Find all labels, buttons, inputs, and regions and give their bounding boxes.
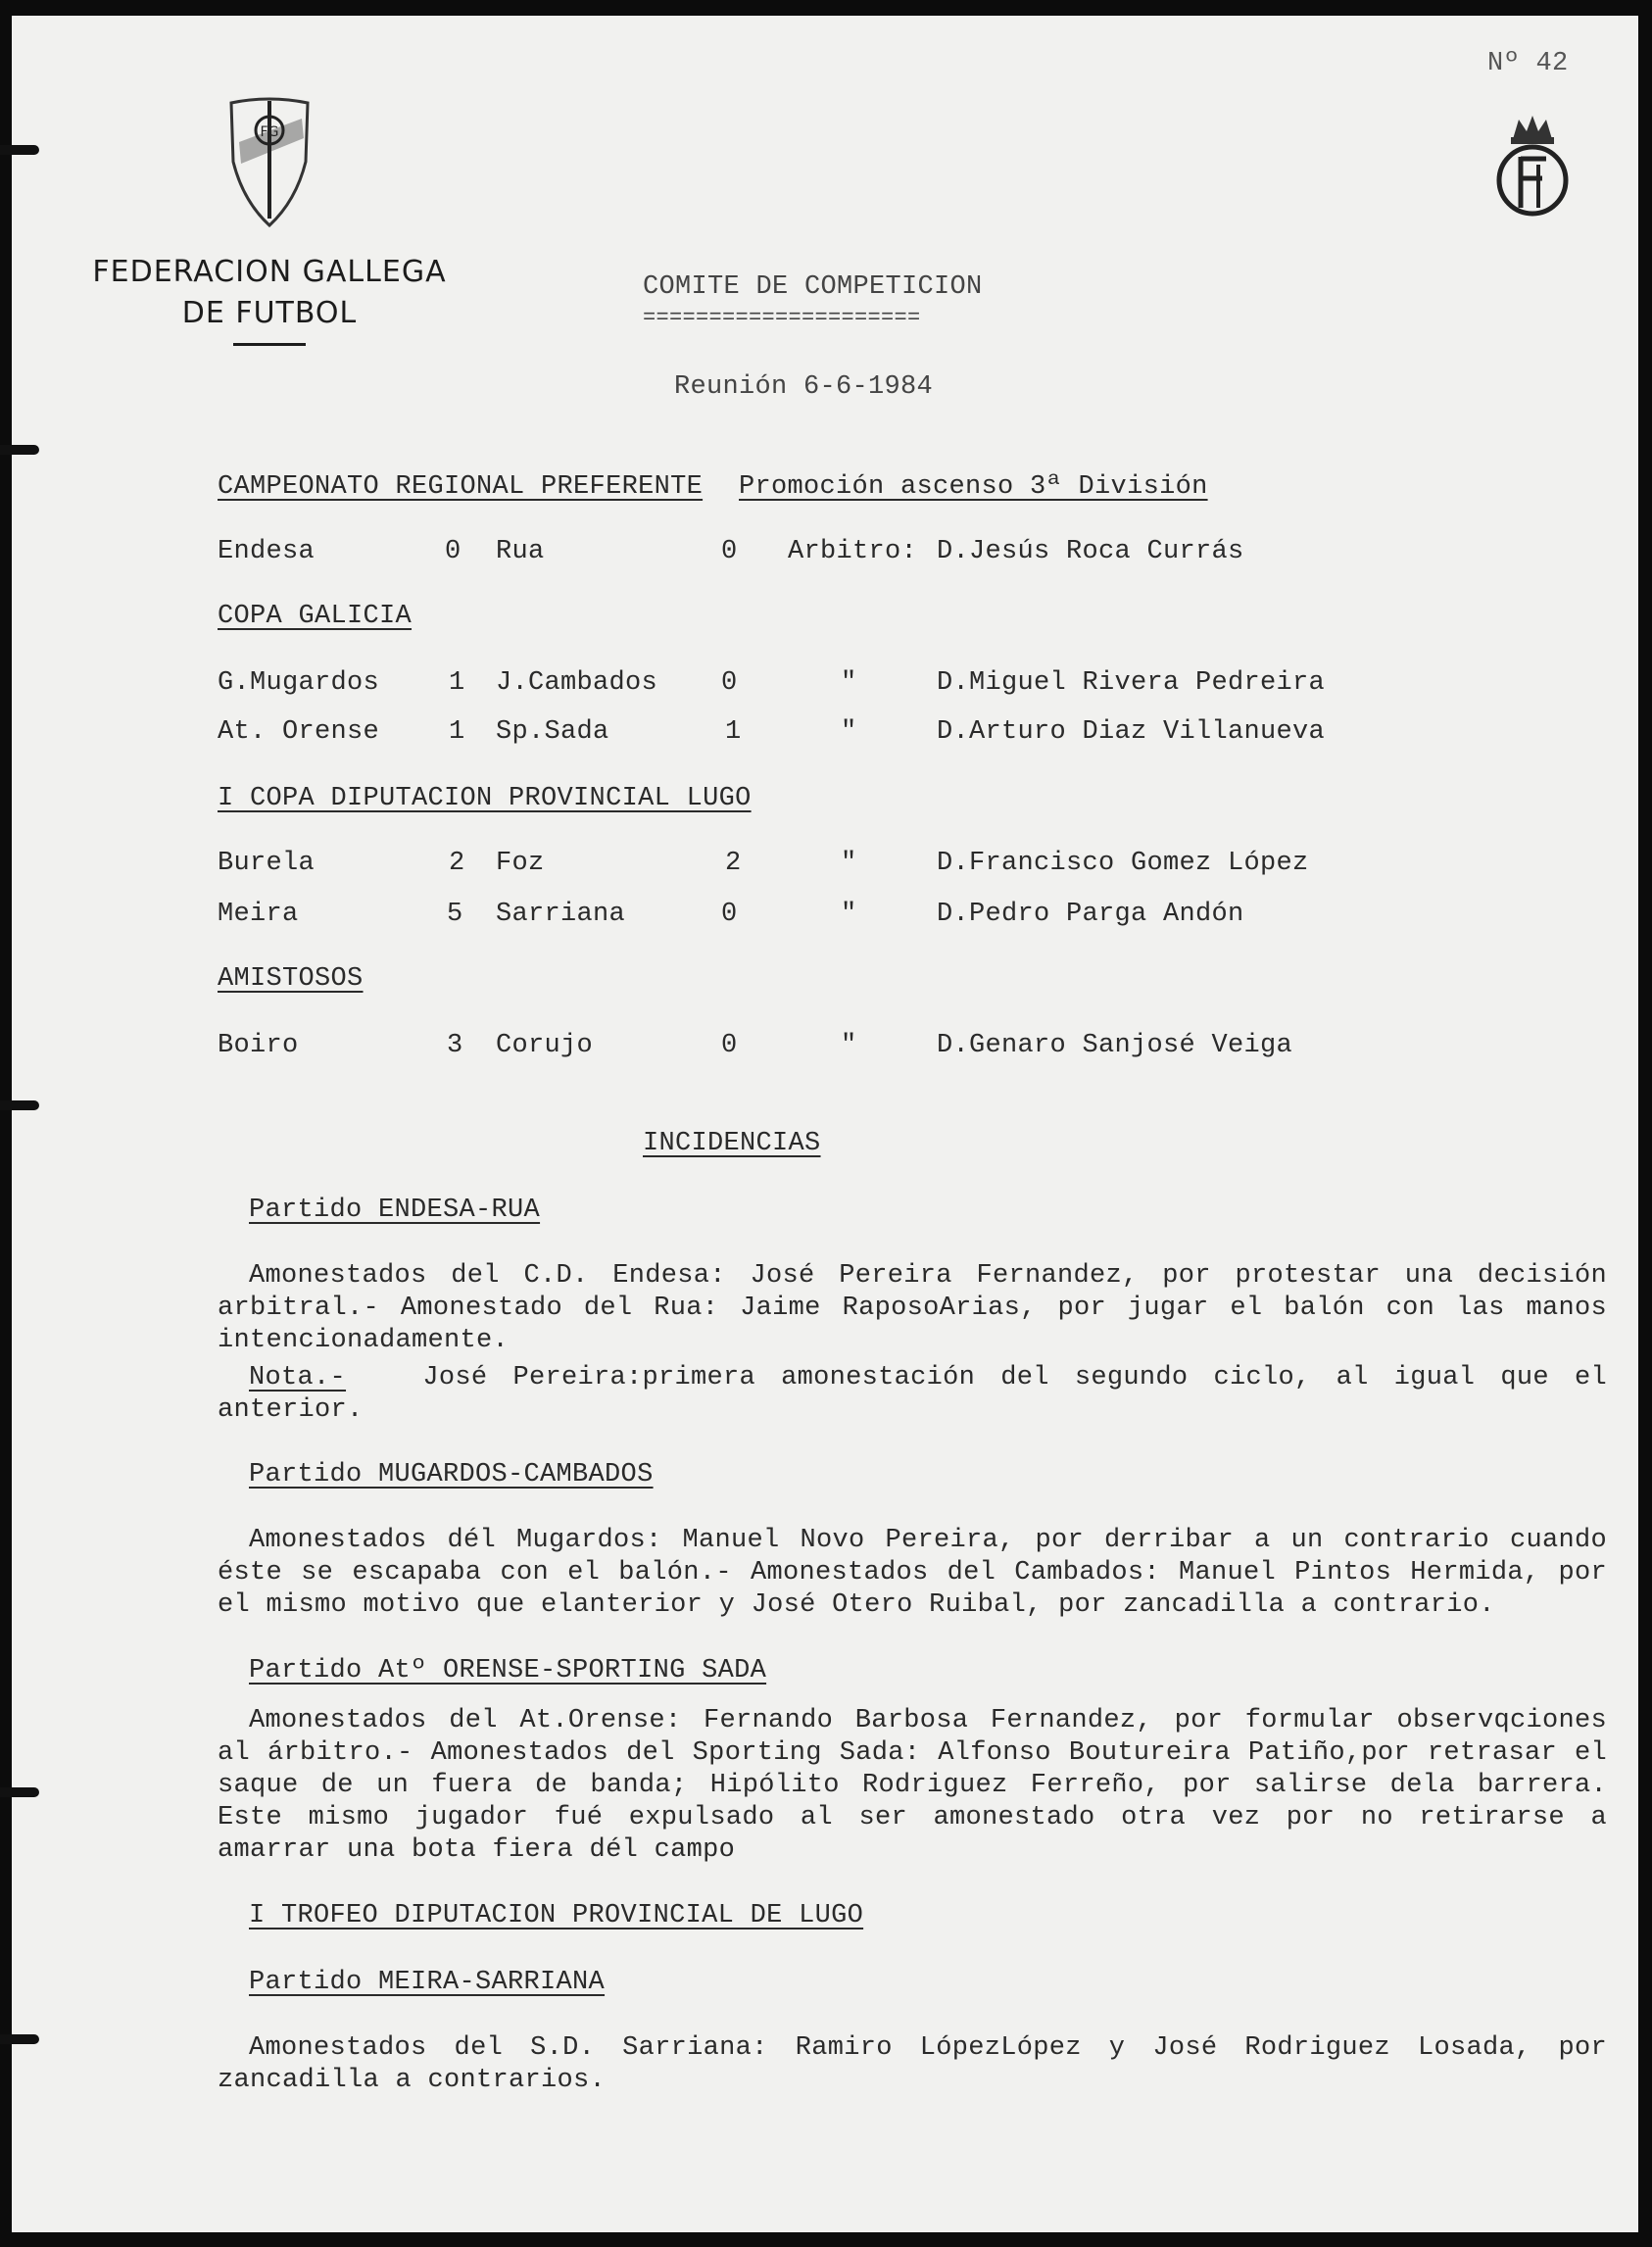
- match-incident-heading: Partido MUGARDOS-CAMBADOS: [249, 1460, 654, 1490]
- referee-name: D.Miguel Rivera Pedreira: [937, 668, 1326, 698]
- incident-paragraph: Amonestados del At.Orense: Fernando Barbosa Fernandez, por formular observqciones al árbitro.- Amonestados del Sporting Sada: Alfonso Boutureira Patiño,por retrasar el saque de un fuera de banda; Hipólito Rodriguez Ferreño, por salirse dela barrera. Este mismo jugador fué expulsado al ser amonestado otra vez por no retirarse a amarrar una bota fiera dél campo: [218, 1706, 1607, 1865]
- home-score: 3: [447, 1031, 463, 1060]
- away-team: Foz: [496, 849, 545, 878]
- binder-hole: [0, 145, 39, 155]
- ditto-mark: ": [841, 1031, 857, 1060]
- referee-name: D.Genaro Sanjosé Veiga: [937, 1031, 1293, 1060]
- home-team: At. Orense: [218, 717, 380, 747]
- home-score: 5: [447, 900, 463, 929]
- away-score: 0: [721, 668, 738, 698]
- away-score: 0: [721, 537, 738, 566]
- section-subtitle: Promoción ascenso 3ª División: [739, 472, 1208, 502]
- incident-note: [218, 1362, 1607, 1427]
- referee-name: D.Pedro Parga Andón: [937, 900, 1244, 929]
- section-title: AMISTOSOS: [218, 964, 364, 994]
- federation-shield-logo: [227, 93, 312, 230]
- away-score: 0: [721, 1031, 738, 1060]
- meeting-date: Reunión 6-6-1984: [674, 372, 934, 402]
- incidents-title: INCIDENCIAS: [643, 1129, 821, 1158]
- ditto-mark: ": [841, 717, 857, 747]
- home-score: 0: [445, 537, 462, 566]
- away-team: Corujo: [496, 1031, 594, 1060]
- page-number: Nº 42: [1487, 49, 1569, 78]
- ditto-mark: ": [841, 900, 857, 929]
- referee-name: D.Francisco Gomez López: [937, 849, 1309, 878]
- document-page: [12, 16, 1638, 2232]
- away-team: Rua: [496, 537, 545, 566]
- incident-paragraph: Amonestados del S.D. Sarriana: Ramiro LópezLópez y José Rodriguez Losada, por zancadilla a contrarios.: [218, 2033, 1607, 2095]
- rfef-crest-logo: [1491, 110, 1574, 221]
- binder-hole: [0, 2034, 39, 2044]
- away-team: J.Cambados: [496, 668, 658, 698]
- note-text: José Pereira:primera amonestación del segundo ciclo, al igual que el anterior.: [218, 1363, 1607, 1425]
- note-label: Nota.-: [249, 1363, 347, 1392]
- section-title: CAMPEONATO REGIONAL PREFERENTE: [218, 472, 704, 502]
- ditto-mark: ": [841, 849, 857, 878]
- home-score: 2: [449, 849, 465, 878]
- svg-text:FG: FG: [260, 124, 279, 140]
- away-score: 2: [725, 849, 742, 878]
- home-score: 1: [449, 668, 465, 698]
- section-title: I COPA DIPUTACION PROVINCIAL LUGO: [218, 784, 752, 813]
- home-team: Burela: [218, 849, 316, 878]
- away-team: Sarriana: [496, 900, 626, 929]
- away-score: 0: [721, 900, 738, 929]
- away-team: Sp.Sada: [496, 717, 609, 747]
- section-title: COPA GALICIA: [218, 602, 413, 631]
- incident-paragraph: Amonestados dél Mugardos: Manuel Novo Pereira, por derribar a un contrario cuando éste se escapaba con el balón.- Amonestados del Cambados: Manuel Pintos Hermida, por el mismo motivo que elanterior y José Otero Ruibal, por zancadilla a contrario.: [218, 1526, 1607, 1620]
- committee-title: COMITE DE COMPETICION: [643, 272, 983, 302]
- home-team: Meira: [218, 900, 299, 929]
- binder-hole: [0, 445, 39, 455]
- ditto-mark: ": [841, 668, 857, 698]
- incident-paragraph: Amonestados del C.D. Endesa: José Pereira Fernandez, por protestar una decisión arbitral.- Amonestado del Rua: Jaime RaposoArias, por jugar el balón con las manos intencionadamente.: [218, 1261, 1607, 1355]
- trophy-heading: I TROFEO DIPUTACION PROVINCIAL DE LUGO: [249, 1901, 864, 1930]
- federation-name-line1: FEDERACION GALLEGA: [92, 255, 447, 289]
- binder-hole: [0, 1787, 39, 1797]
- home-team: Endesa: [218, 537, 316, 566]
- referee-name: D.Jesús Roca Currás: [937, 537, 1244, 566]
- referee-name: D.Arturo Diaz Villanueva: [937, 717, 1326, 747]
- match-incident-heading: Partido MEIRA-SARRIANA: [249, 1968, 606, 1997]
- federation-name-rule: [233, 343, 306, 346]
- federation-name-line2: DE FUTBOL: [181, 296, 358, 330]
- home-team: Boiro: [218, 1031, 299, 1060]
- referee-label: Arbitro:: [788, 537, 918, 566]
- match-incident-heading: Partido Atº ORENSE-SPORTING SADA: [249, 1656, 767, 1685]
- match-incident-heading: Partido ENDESA-RUA: [249, 1196, 541, 1225]
- home-team: G.Mugardos: [218, 668, 380, 698]
- title-rule: =====================: [643, 306, 921, 330]
- binder-hole: [0, 1100, 39, 1110]
- away-score: 1: [725, 717, 742, 747]
- home-score: 1: [449, 717, 465, 747]
